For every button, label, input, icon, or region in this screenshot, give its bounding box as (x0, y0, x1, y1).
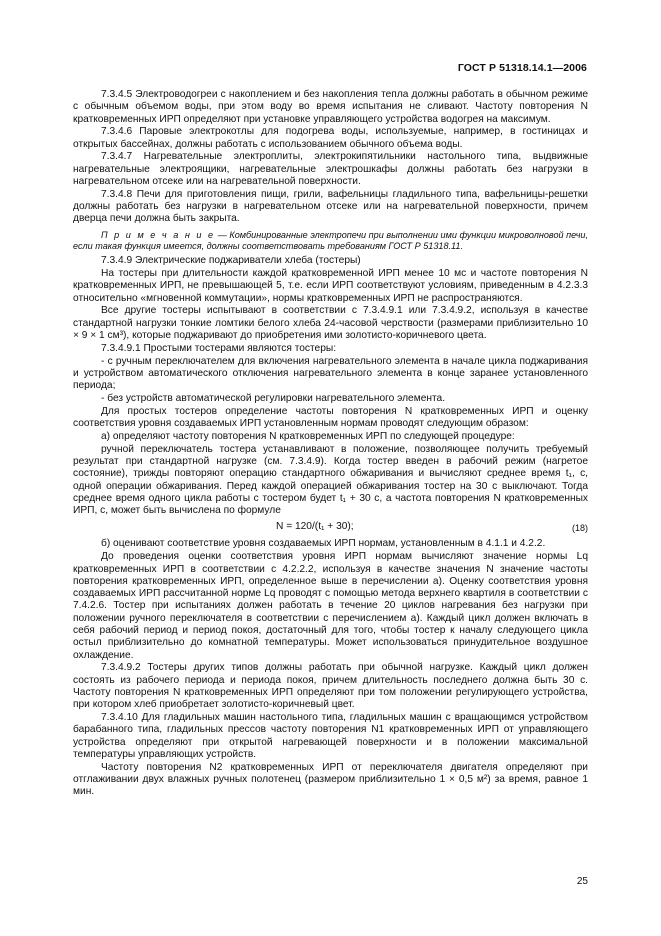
document-body (73, 89, 588, 799)
list-item-no-auto: - без устройств автоматической регулировки нагревательного элемента. (101, 392, 446, 404)
note (73, 230, 588, 252)
paragraph-7-3-4-6: 7.3.4.6 Паровые электрокотлы для подогрева воды, используемые, например, в гостиницах и открытых бассейнах, должны работать с использованием обычного объема воды. (73, 126, 588, 150)
note-label: П р и м е ч а н и е (101, 229, 216, 240)
paragraph-7-3-4-9-1: 7.3.4.9.1 Простыми тостерами являются тостеры: (101, 342, 337, 354)
list-item-b: б) оценивают соответствие уровня создаваемых ИРП нормам, установленным в 4.1.1 и 4.2.2. (101, 538, 546, 550)
formula-18 (73, 521, 588, 535)
paragraph-7-3-4-9: 7.3.4.9 Электрические поджариватели хлеба (тостеры) (101, 255, 361, 267)
list-item-manual-switch: - с ручным переключателем для включения нагревательного элемента в начале цикла поджаривания и устройством автоматического отключения нагревательного элемента в конце заранее установленного периода; (73, 355, 588, 392)
paragraph-7-3-4-5: 7.3.4.5 Электроводогреи с накоплением и без накопления тепла должны работать в обычном режиме с обычным объемом воды, при этом воду во время испытания не сливают. Частоту повторения N кратковременных ИРП определяют при установке управляющего устройства водогрея на максимум. (73, 89, 588, 125)
formula-expression: N = 120/(t₁ + 30); (276, 521, 354, 533)
standard-header: ГОСТ Р 51318.14.1—2006 (457, 62, 587, 74)
paragraph-7-3-4-7: 7.3.4.7 Нагревательные электроплиты, электрокипятильники настольного типа, выдвижные нагревательные электроящики, нагревательные электрошкафы должны работать без нагрузки в нагревательном отсеке или на нагревательной поверхности. (73, 151, 588, 188)
formula-number: (18) (571, 523, 588, 534)
paragraph-toasters-short: На тостеры при длительности каждой кратковременной ИРП менее 10 мс и частоте повторения N кратковременных ИРП, не превышающей 5, т.е. если ИРП соответствуют условиям, приведенным в 4.2.3.3 относительно «мгновенной коммутации», нормы кратковременных ИРП не распространяются. (73, 267, 588, 304)
paragraph-evaluation: До проведения оценки соответствия уровня ИРП нормам вычисляют значение нормы Lq кратковременных ИРП в соответствии с 4.2.2.2, используя в качестве значения N значение частоты повторения кратковременных ИРП, определенное выше в перечислении а). Оценку соответствия уровня создаваемых ИРП рассчитанной норме Lq проводят с помощью метода верхнего квартиля в соответствии с 7.4.2.6. Тостер при испытаниях должен работать в течение 20 циклов нагревания без нагрузки при положении ручного переключателя в соответствии с перечислением а). Каждый цикл должен включать в себя рабочий период и период покоя, достаточный для того, чтобы тостер к началу следующего цикла остыл приблизительно до комнатной температуры. Может использоваться принудительное воздушное охлаждение. (73, 551, 588, 661)
paragraph-n2: Частоту повторения N2 кратковременных ИРП от переключателя двигателя определяют при отглаживании двух влажных ручных полотенец (размером приблизительно 1 × 0,5 м²) за время, равное 1 мин. (73, 761, 588, 798)
paragraph-7-3-4-9-2: 7.3.4.9.2 Тостеры других типов должны работать при обычной нагрузке. Каждый цикл должен состоять из рабочего периода и периода покоя, причем длительность последнего должна быть 30 с. Частоту повторения N кратковременных ИРП определяют при том положении регулирующего устройства, при котором хлеб приобретает золотисто-коричневый цвет. (73, 662, 588, 711)
paragraph-7-3-4-8: 7.3.4.8 Печи для приготовления пищи, грили, вафельницы гладильного типа, вафельницы-решетки должны работать без нагрузки в нагревательном отсеке или на нагревательной поверхности, причем дверца печи должна быть закрыта. (73, 188, 588, 225)
paragraph-simple-toasters: Для простых тостеров определение частоты повторения N кратковременных ИРП и оценку соответствия уровня создаваемых ИРП установленным нормам проводят следующим образом: (73, 405, 588, 430)
paragraph-procedure: ручной переключатель тостера устанавливают в положение, позволяющее получить требуемый результат при стандартной нагрузке (см. 7.3.4.9). Когда тостер введен в рабочий режим (нагретое состояние), трижды повторяют операцию стандартного обжаривания и вычисляют среднее время t₁, с, одной операции обжаривания. Перед каждой операцией обжаривания тостер на 30 с выключают. Тогда среднее время одного цикла работы с тостером будет t₁ + 30 с, а частота повторения N кратковременных ИРП, с, может быть вычислена по формуле (73, 443, 588, 517)
list-item-a: а) определяют частоту повторения N кратковременных ИРП по следующей процедуре: (101, 430, 515, 442)
page-number: 25 (576, 876, 588, 887)
paragraph-toasters-other: Все другие тостеры испытывают в соответствии с 7.3.4.9.1 или 7.3.4.9.2, используя в качестве стандартной нагрузки тонкие ломтики белого хлеба 24-часовой черствости (размерами приблизительно 10 × 9 × 1 см³), которые поджаривают до приобретения ими золотисто-коричневого цвета. (73, 305, 588, 341)
paragraph-7-3-4-10: 7.3.4.10 Для гладильных машин настольного типа, гладильных машин с вращающимся устройством барабанного типа, гладильных прессов частоту повторения N1 кратковременных ИРП от управляющего устройства определяют при открытой нагревающей поверхности и в положении максимальной температуры управляющих устройств. (73, 712, 588, 760)
note-text: — Комбинированные электропечи при выполнении ими функции микроволновой печи, если такая функция имеется, должны соответствовать требованиям ГОСТ Р 51318.11. (73, 229, 589, 251)
